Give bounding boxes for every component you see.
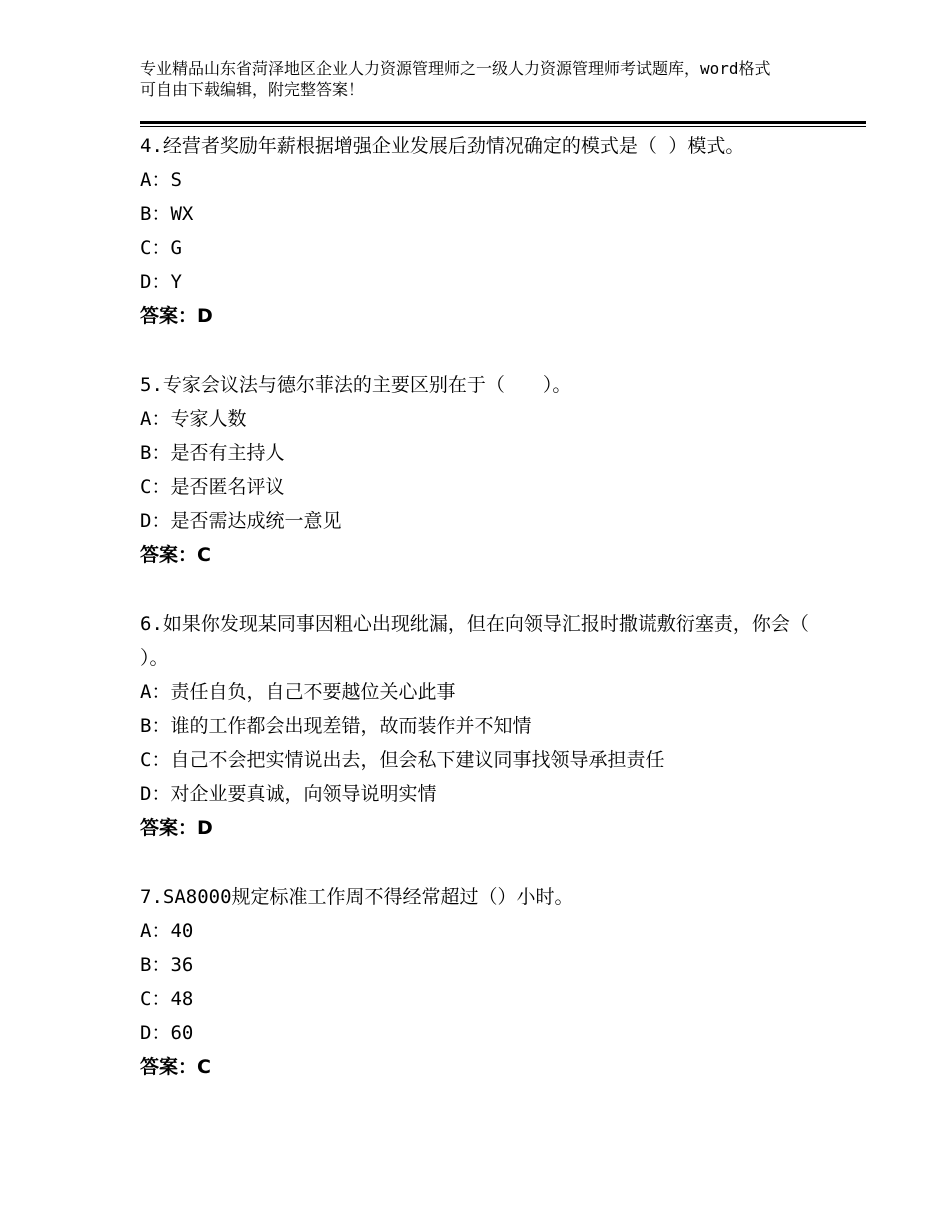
option-c: C：是否匿名评议 [140, 476, 285, 498]
question-list [140, 128, 820, 1084]
answer-line: 答案：D [140, 817, 213, 839]
question-4 [140, 128, 820, 333]
option-b: B：36 [140, 954, 194, 976]
option-a: A：40 [140, 920, 194, 942]
spacer [140, 572, 820, 606]
option-b: B：WX [140, 203, 194, 225]
answer-line: 答案：C [140, 1056, 211, 1078]
option-c: C：G [140, 237, 182, 259]
question-7 [140, 879, 820, 1084]
option-d: D：是否需达成统一意见 [140, 510, 342, 532]
option-b: B：是否有主持人 [140, 442, 285, 464]
option-d: D：对企业要真诚，向领导说明实情 [140, 783, 437, 805]
question-stem: 7.SA8000规定标准工作周不得经常超过（）小时。 [140, 886, 574, 908]
option-b: B：谁的工作都会出现差错，故而装作并不知情 [140, 715, 532, 737]
option-c: C：自己不会把实情说出去，但会私下建议同事找领导承担责任 [140, 749, 665, 771]
option-a: A：专家人数 [140, 408, 247, 430]
document-header: 专业精品山东省菏泽地区企业人力资源管理师之一级人力资源管理师考试题库，word格式可自由下载编辑，附完整答案！ [140, 59, 771, 99]
question-stem: 6.如果你发现某同事因粗心出现纰漏，但在向领导汇报时撒谎敷衍塞责，你会（ ）。 [140, 613, 809, 669]
option-c: C：48 [140, 988, 194, 1010]
option-a: A：S [140, 169, 182, 191]
option-d: D：Y [140, 271, 182, 293]
spacer [140, 333, 820, 367]
question-6 [140, 606, 820, 845]
answer-line: 答案：D [140, 305, 213, 327]
question-5 [140, 367, 820, 572]
answer-line: 答案：C [140, 544, 211, 566]
header-rule-thin [140, 126, 866, 127]
spacer [140, 845, 820, 879]
question-stem: 5.专家会议法与德尔菲法的主要区别在于（ ）。 [140, 374, 572, 396]
question-stem: 4.经营者奖励年薪根据增强企业发展后劲情况确定的模式是（ ）模式。 [140, 135, 745, 157]
option-a: A：责任自负，自己不要越位关心此事 [140, 681, 456, 703]
header-rule-thick [140, 121, 866, 124]
option-d: D：60 [140, 1022, 194, 1044]
